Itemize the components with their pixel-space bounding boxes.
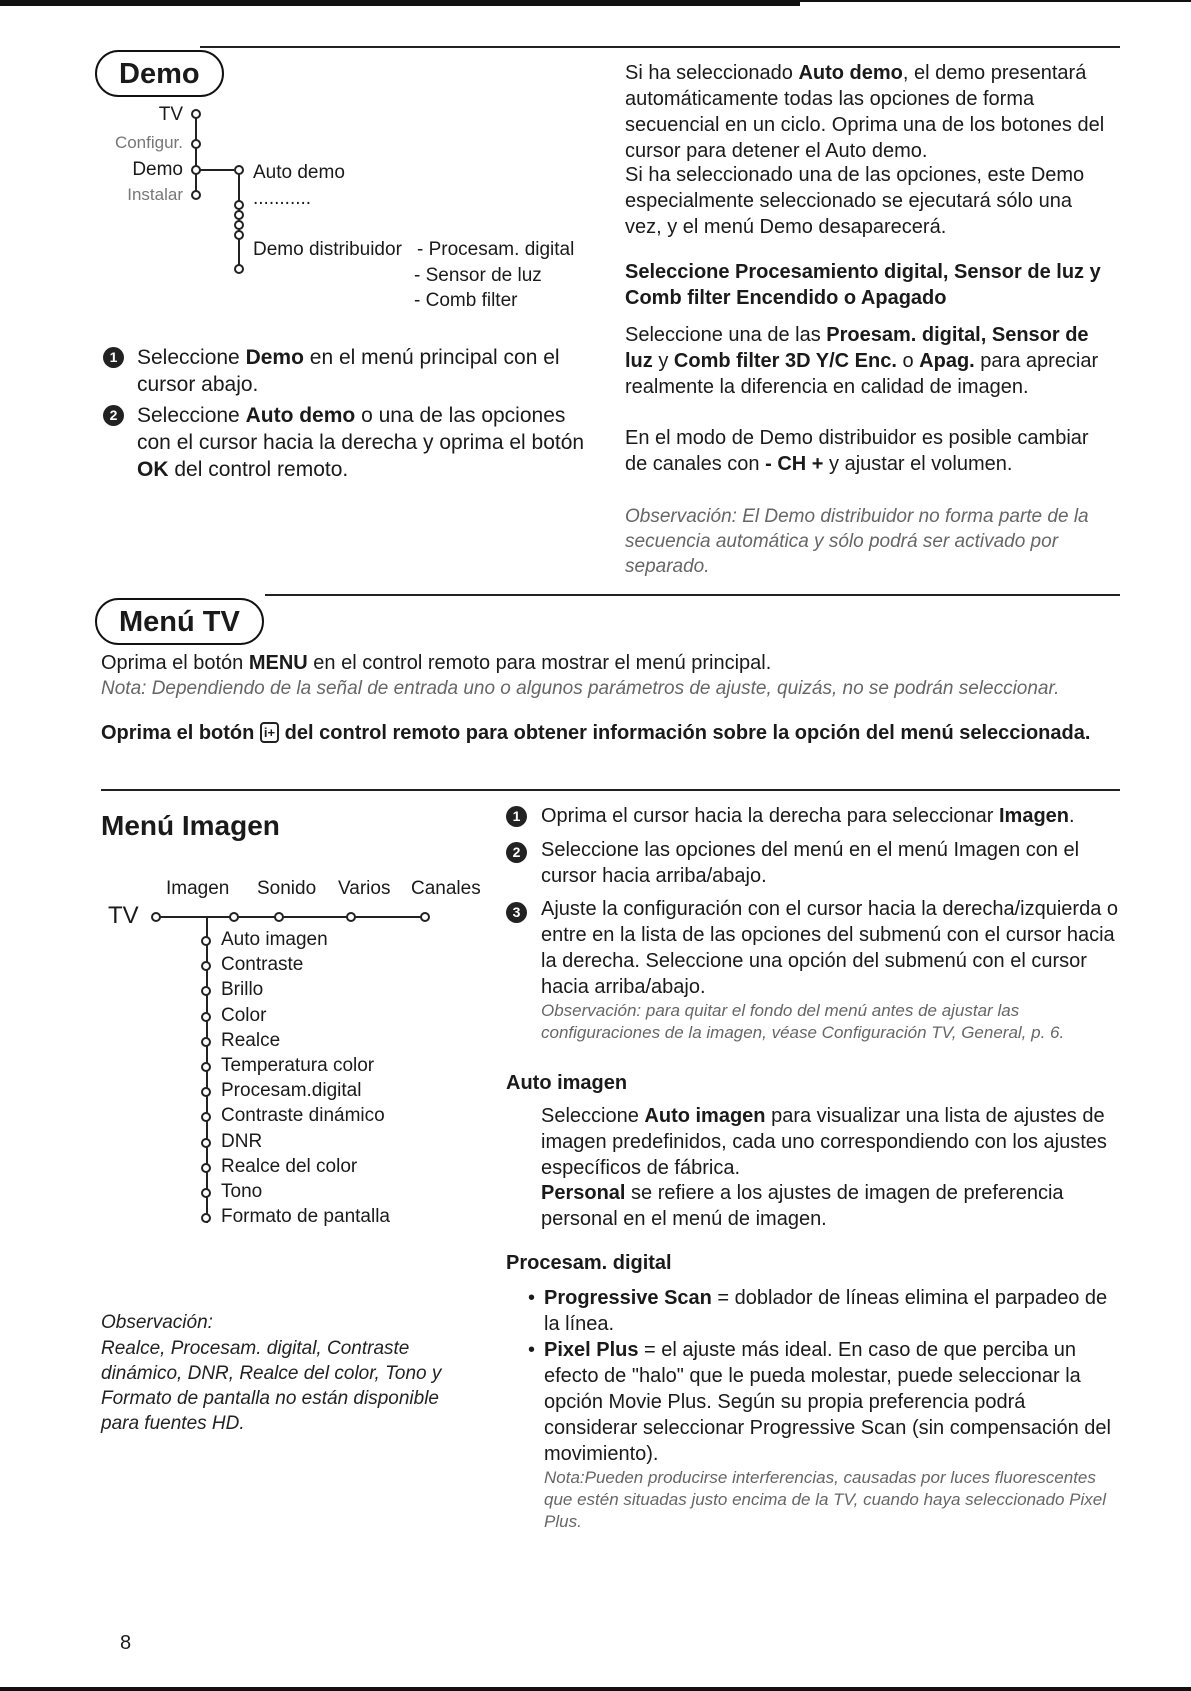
imagen-item-label: DNR	[221, 1130, 263, 1152]
tree-node-configur	[191, 139, 201, 149]
tree-label-demo: Demo	[132, 159, 183, 180]
imagen-item-label: Realce	[221, 1029, 281, 1051]
section-rule-menu-imagen	[101, 789, 1120, 791]
step-number-2: 2	[103, 405, 124, 426]
imagen-item-label: Contraste	[221, 954, 304, 976]
imagen-item-label: Auto imagen	[221, 929, 328, 950]
auto-imagen-p2: Personal se refiere a los ajustes de imagen de preferencia personal en el menú de imagen.	[541, 1182, 1064, 1230]
tabs-node-varios	[346, 912, 356, 922]
tree-node-dots-1	[234, 200, 244, 210]
imagen-step-2: Seleccione las opciones del menú en el menú Imagen con el cursor hacia arriba/abajo.	[541, 839, 1080, 887]
menu-imagen-title: Menú Imagen	[101, 810, 280, 841]
demo-title: Demo	[95, 50, 224, 97]
info-icon: i+	[260, 722, 279, 743]
imagen-step-1: Oprima el cursor hacia la derecha para seleccionar Imagen.	[541, 805, 1075, 827]
obs-text: Realce, Procesam. digital, Contraste dinámico, DNR, Realce del color, Tono y Formato de pantalla no están disponible para fuentes HD.	[101, 1338, 442, 1434]
tree-label-configur: Configur.	[114, 133, 183, 152]
tree-node-dots-2	[234, 210, 244, 220]
tree-opt-sensor: - Sensor de luz	[414, 265, 542, 286]
demo-right-p1: Si ha seleccionado Auto demo, el demo presentará automáticamente todas las opciones de forma secuencial en un ciclo. Oprima una de los botones del cursor para detener el Auto demo.	[625, 62, 1105, 162]
demo-step-1: Seleccione Demo en el menú principal con el cursor abajo.	[137, 346, 560, 396]
tab-canales: Canales	[411, 878, 481, 899]
auto-imagen-heading: Auto imagen	[506, 1072, 628, 1094]
imagen-item-label: Tono	[221, 1181, 263, 1202]
bottom-border	[0, 1687, 1191, 1691]
tree-node-dots-4	[234, 230, 244, 240]
imagen-item-node	[201, 1188, 211, 1198]
imagen-item-node	[201, 961, 211, 971]
imagen-step-number-2: 2	[506, 842, 527, 863]
imagen-item-node	[201, 1163, 211, 1173]
tree-opt-procesam: - Procesam. digital	[417, 239, 575, 260]
imagen-item-node	[201, 1012, 211, 1022]
tree-label-tv-imagen: TV	[108, 902, 139, 929]
section-rule-menu-tv	[265, 594, 1120, 596]
bullet-dot-2: •	[528, 1339, 536, 1361]
tree-opt-comb: - Comb filter	[414, 290, 518, 311]
imagen-item-node	[201, 936, 211, 946]
imagen-step-3: Ajuste la configuración con el cursor hacia la derecha/izquierda o entre en la lista de las opciones del submenú con el cursor hacia la derecha. Seleccione una opción del submenú con el cursor hacia arriba/abajo.	[541, 898, 1119, 998]
tree-demo-distribuidor: Demo distribuidor	[253, 239, 402, 260]
procesam-heading: Procesam. digital	[506, 1252, 672, 1274]
imagen-item-label: Procesam.digital	[221, 1080, 362, 1102]
imagen-item-label: Brillo	[221, 979, 264, 1001]
imagen-item-label: Formato de pantalla	[221, 1206, 390, 1228]
obs-title: Observación:	[101, 1312, 213, 1333]
imagen-item-node	[201, 1037, 211, 1047]
imagen-item-label: Realce del color	[221, 1155, 358, 1177]
auto-imagen-p1: Seleccione Auto imagen para visualizar una lista de ajustes de imagen predefinidos, cada uno correspondiendo con los ajustes específicos de fábrica.	[541, 1105, 1107, 1179]
imagen-item-node	[201, 1213, 211, 1223]
imagen-item-node	[201, 1087, 211, 1097]
tree-label-instalar: Instalar	[127, 185, 183, 204]
imagen-item-node	[201, 1112, 211, 1122]
tree-node-auto-demo	[234, 165, 244, 175]
tabs-node-sonido	[274, 912, 284, 922]
demo-right-p4: En el modo de Demo distribuidor es posible cambiar de canales con - CH + y ajustar el volumen.	[625, 427, 1089, 475]
tree-label-tv: TV	[158, 104, 183, 125]
tree-trunk	[195, 113, 197, 193]
imagen-step-3-note: Observación: para quitar el fondo del menú antes de ajustar las configuraciones de la imagen, véase Configuración TV, General, p. 6.	[541, 1001, 1065, 1042]
section-rule-demo	[200, 46, 1120, 48]
menu-tv-note: Nota: Dependiendo de la señal de entrada uno o algunos parámetros de ajuste, quizás, no se podrán seleccionar.	[101, 678, 1060, 699]
bullet-progressive-scan: Progressive Scan = doblador de líneas elimina el parpadeo de la línea.	[544, 1287, 1108, 1335]
demo-right-p3: Seleccione una de las Proesam. digital, Sensor de luz y Comb filter 3D Y/C Enc. o Apag. para apreciar realmente la diferencia en calidad de imagen.	[625, 324, 1099, 398]
tabs-node-tv	[151, 912, 161, 922]
imagen-item-label: Color	[221, 1004, 267, 1026]
demo-right-heading: Seleccione Procesamiento digital, Sensor de luz y Comb filter Encendido o Apagado	[625, 261, 1101, 309]
tree-node-tv	[191, 109, 201, 119]
demo-step-2: Seleccione Auto demo o una de las opciones con el cursor hacia la derecha y oprima el botón OK del control remoto.	[137, 404, 585, 481]
step-number-1: 1	[103, 347, 124, 368]
tree-node-instalar	[191, 190, 201, 200]
menu-tv-title: Menú TV	[95, 598, 264, 645]
imagen-step-number-3: 3	[506, 902, 527, 923]
demo-right-note: Observación: El Demo distribuidor no forma parte de la secuencia automática y sólo podrá ser activado por separado.	[625, 506, 1089, 577]
tab-sonido: Sonido	[257, 878, 317, 899]
tab-imagen: Imagen	[166, 878, 230, 899]
bullet-note: Nota:Pueden producirse interferencias, causadas por luces fluorescentes que estén situadas justo encima de la TV, cuando haya seleccionado Pixel Plus.	[544, 1468, 1106, 1531]
imagen-item-node	[201, 1062, 211, 1072]
imagen-item-node	[201, 986, 211, 996]
tree-node-end	[234, 264, 244, 274]
tabs-node-imagen	[229, 912, 239, 922]
tabs-node-canales	[420, 912, 430, 922]
tree-dots: ...........	[253, 188, 312, 209]
imagen-item-label: Temperatura color	[221, 1055, 375, 1076]
page-number: 8	[120, 1632, 132, 1654]
imagen-item-node	[201, 1138, 211, 1148]
bullet-dot-1: •	[528, 1287, 536, 1309]
tree-branch	[200, 169, 234, 171]
top-border-thin	[800, 0, 1191, 2]
bullet-pixel-plus: Pixel Plus = el ajuste más ideal. En caso de que perciba un efecto de "halo" que le pueda molestar, puede seleccionar la opción Movie Plus. Según su propia preferencia podrá considerar seleccionar Progressive Scan (sin compensación del movimiento).	[544, 1339, 1111, 1465]
top-border	[0, 0, 800, 6]
menu-tv-info-text: Oprima el botón i+ del control remoto para obtener información sobre la opción del menú seleccionada.	[101, 722, 1091, 744]
tabs-line	[156, 916, 424, 918]
menu-tv-p1: Oprima el botón MENU en el control remoto para mostrar el menú principal.	[101, 652, 772, 674]
tree-auto-demo: Auto demo	[253, 162, 345, 183]
tab-varios: Varios	[338, 878, 391, 899]
tree-node-dots-3	[234, 220, 244, 230]
demo-right-p2: Si ha seleccionado una de las opciones, este Demo especialmente seleccionado se ejecutará sólo una vez, y el menú Demo desaparecerá.	[625, 164, 1085, 238]
imagen-step-number-1: 1	[506, 806, 527, 827]
imagen-item-label: Contraste dinámico	[221, 1105, 385, 1127]
